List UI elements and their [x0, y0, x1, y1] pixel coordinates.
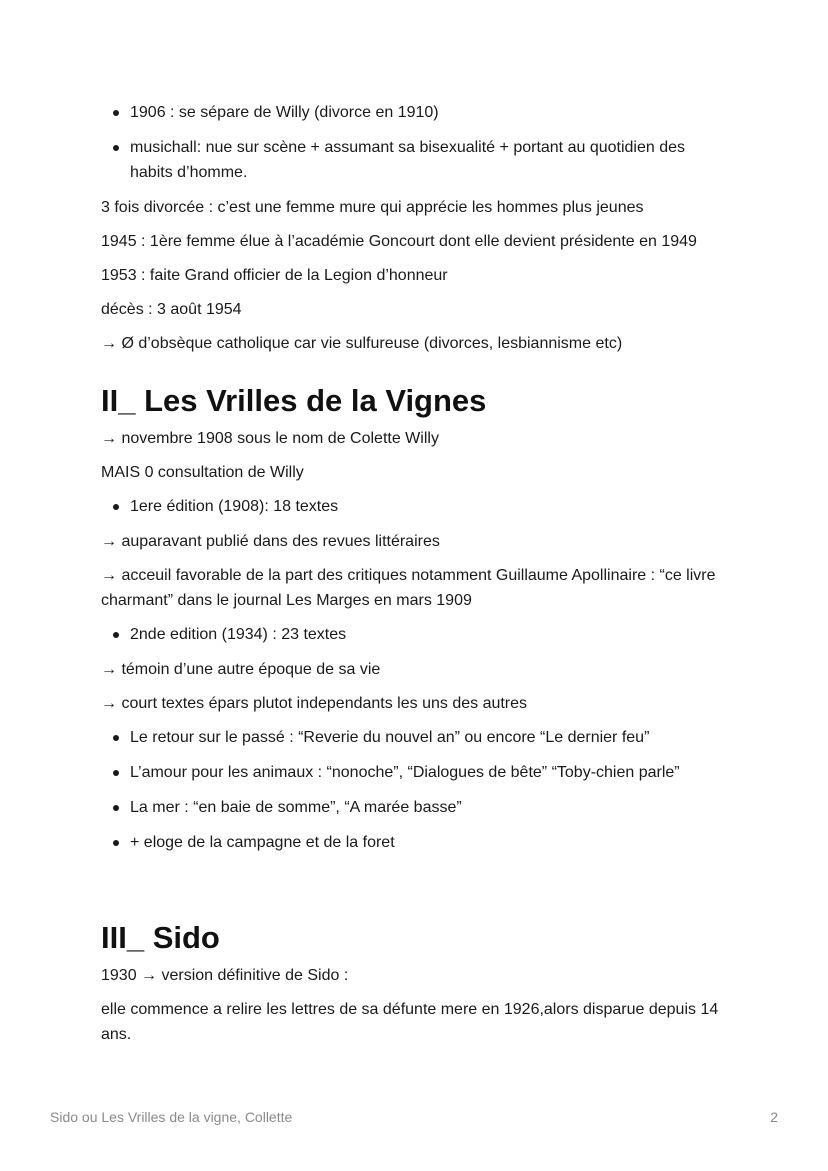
paragraph: → court textes épars plutot independants les uns des autres — [101, 695, 528, 712]
paragraph: 3 fois divorcée : c’est une femme mure qui apprécie les hommes plus jeunes — [101, 199, 644, 216]
paragraph: 1953 : faite Grand officier de la Legion d’honneur — [101, 267, 448, 284]
section-heading-sido: III_ Sido — [101, 920, 220, 955]
paragraph: → acceuil favorable de la part des critiques notamment Guillaume Apollinaire : “ce livre charmant” dans le journal Les Marges en mars 1909 — [101, 567, 716, 609]
paragraph: décès : 3 août 1954 — [101, 301, 242, 318]
edition-bullet-list — [101, 494, 731, 519]
paragraph: elle commence a relire les lettres de sa défunte mere en 1926,alors disparue depuis 14 ans. — [101, 1001, 719, 1043]
list-item: Le retour sur le passé : “Reverie du nouvel an” ou encore “Le dernier feu” — [101, 725, 731, 750]
paragraph: → auparavant publié dans des revues littéraires — [101, 533, 440, 550]
paragraph: → Ø d’obsèque catholique car vie sulfureuse (divorces, lesbiannisme etc) — [101, 335, 623, 352]
list-item: musichall: nue sur scène + assumant sa bisexualité + portant au quotidien des habits d’homme. — [101, 135, 731, 185]
list-item: + eloge de la campagne et de la foret — [101, 830, 731, 855]
list-item: 1ere édition (1908): 18 textes — [101, 494, 731, 519]
list-item: La mer : “en baie de somme”, “A marée basse” — [101, 795, 731, 820]
paragraph: MAIS 0 consultation de Willy — [101, 464, 304, 481]
page-content — [101, 100, 731, 1056]
footer-document-title: Sido ou Les Vrilles de la vigne, Collette — [50, 1109, 293, 1125]
paragraph: → novembre 1908 sous le nom de Colette Willy — [101, 430, 439, 447]
intro-bullet-list — [101, 100, 731, 185]
section-heading-vrilles: II_ Les Vrilles de la Vignes — [101, 383, 487, 418]
list-item: 2nde edition (1934) : 23 textes — [101, 622, 731, 647]
list-item: 1906 : se sépare de Willy (divorce en 1910) — [101, 100, 731, 125]
edition-bullet-list — [101, 622, 731, 647]
paragraph: 1945 : 1ère femme élue à l’académie Goncourt dont elle devient présidente en 1949 — [101, 233, 697, 250]
list-item: L’amour pour les animaux : “nonoche”, “Dialogues de bête” “Toby-chien parle” — [101, 760, 731, 785]
themes-bullet-list — [101, 725, 731, 855]
paragraph: → témoin d’une autre époque de sa vie — [101, 661, 381, 678]
footer-page-number: 2 — [770, 1109, 778, 1125]
paragraph: 1930 → version définitive de Sido : — [101, 967, 349, 984]
